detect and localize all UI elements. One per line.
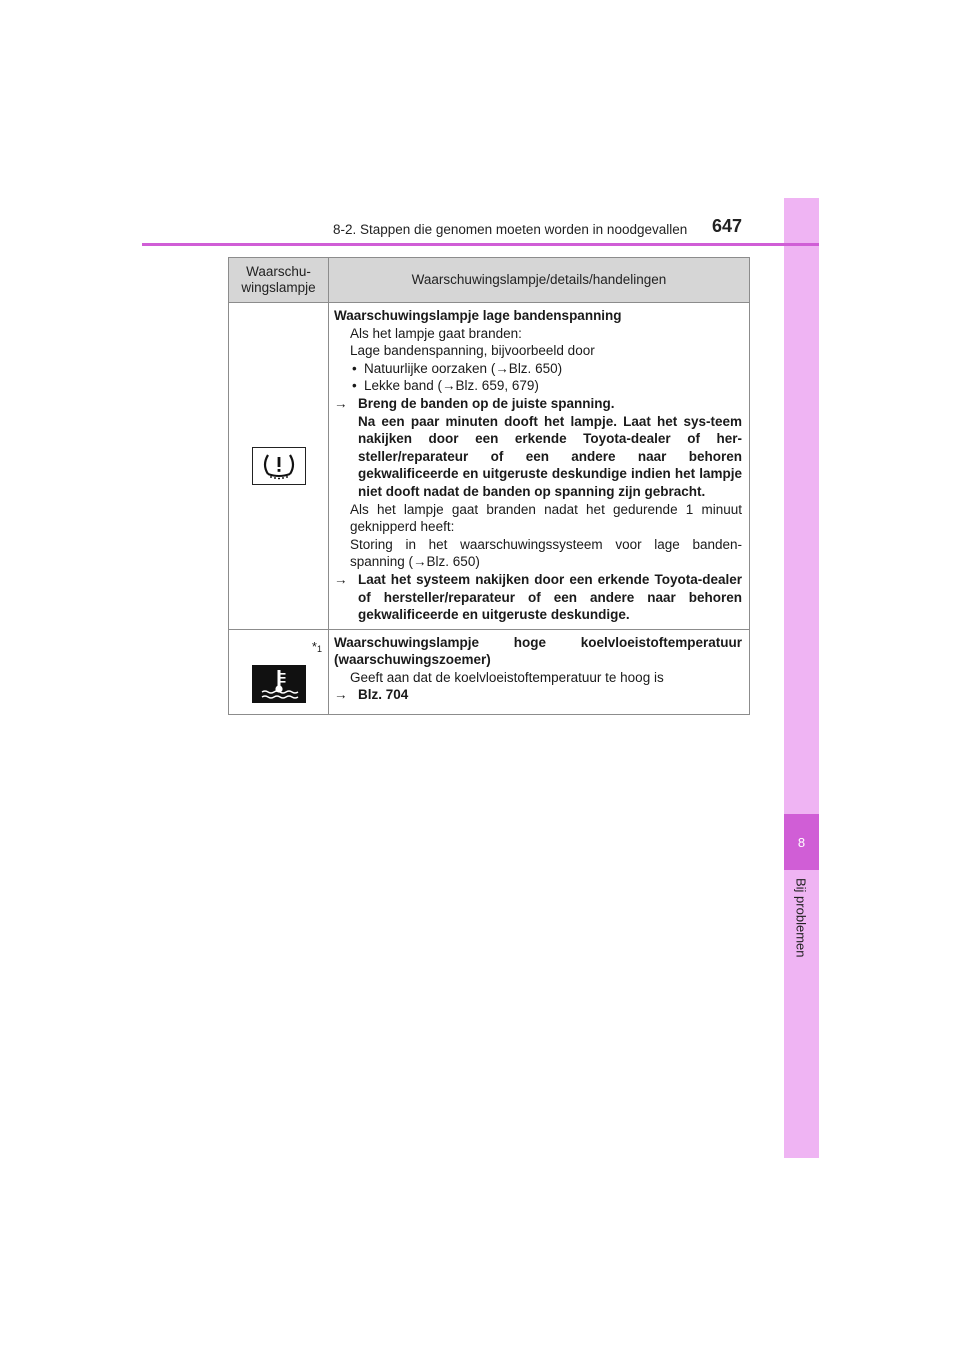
page-reference: Blz. 704	[358, 687, 409, 703]
coolant-temperature-warning-icon	[252, 665, 306, 703]
tire-pressure-warning-icon	[252, 447, 306, 485]
condition-text: Als het lampje gaat branden:	[350, 325, 522, 341]
bullet-item: • Lekke band (→Blz. 659, 679)	[334, 377, 742, 395]
details-cell	[329, 629, 750, 714]
arrow-icon: →	[334, 395, 348, 411]
table-row	[229, 303, 750, 630]
icon-cell	[229, 303, 329, 630]
warning-lights-table	[228, 257, 750, 715]
col-header-details: Waarschuwingslampje/details/handelingen	[329, 258, 750, 303]
bullet-item: • Natuurlijke oorzaken (→Blz. 650)	[334, 360, 742, 378]
page-number: 647	[712, 216, 743, 236]
arrow-icon: →	[334, 687, 348, 703]
action-item	[334, 395, 742, 501]
action-body: Na een paar minuten dooft het lampje. Laat het sys-teem nakijken door een erkende Toyota-dealer of her-steller/reparateur of een andere naar behoren gekwalificeerde en uitgeruste deskundige indien het lampje niet dooft nadat de banden op spanning zijn gebracht.	[358, 413, 742, 499]
arrow-icon: →	[334, 571, 348, 587]
action-item	[334, 686, 742, 704]
details-cell	[329, 303, 750, 630]
table-header-row	[229, 258, 750, 303]
chapter-label: Bij problemen	[793, 878, 809, 958]
chapter-number: 8	[784, 814, 819, 870]
chapter-side-tab	[784, 198, 819, 1158]
header-rule	[142, 243, 819, 246]
section-title: 8-2. Stappen die genomen moeten worden in noodgevallen	[333, 222, 688, 237]
cause-text: Lage bandenspanning, bijvoorbeeld door	[350, 343, 595, 359]
condition-text: Als het lampje gaat branden nadat het gedurende 1 minuut geknipperd heeft:	[350, 501, 742, 535]
row-title: Waarschuwingslampje hoge koelvloeistoftemperatuur (waarschuwingszoemer)	[334, 634, 742, 668]
table-row	[229, 629, 750, 714]
icon-cell	[229, 629, 329, 714]
action-body: Laat het systeem nakijken door een erkende Toyota-dealer of hersteller/reparateur of een andere naar behoren gekwalificeerde en uitgeruste deskundige.	[358, 571, 742, 623]
condition-text: Geeft aan dat de koelvloeistoftemperatuur te hoog is	[350, 669, 664, 685]
action-item	[334, 571, 742, 624]
action-head: Breng de banden op de juiste spanning.	[358, 395, 615, 411]
cause-text: Storing in het waarschuwingssysteem voor lage banden-spanning (→Blz. 650)	[350, 536, 742, 570]
col-header-light: Waarschu- wingslampje	[229, 258, 329, 303]
row-title: Waarschuwingslampje lage bandenspanning	[334, 308, 622, 323]
footnote-mark: $*_1$	[311, 638, 322, 654]
